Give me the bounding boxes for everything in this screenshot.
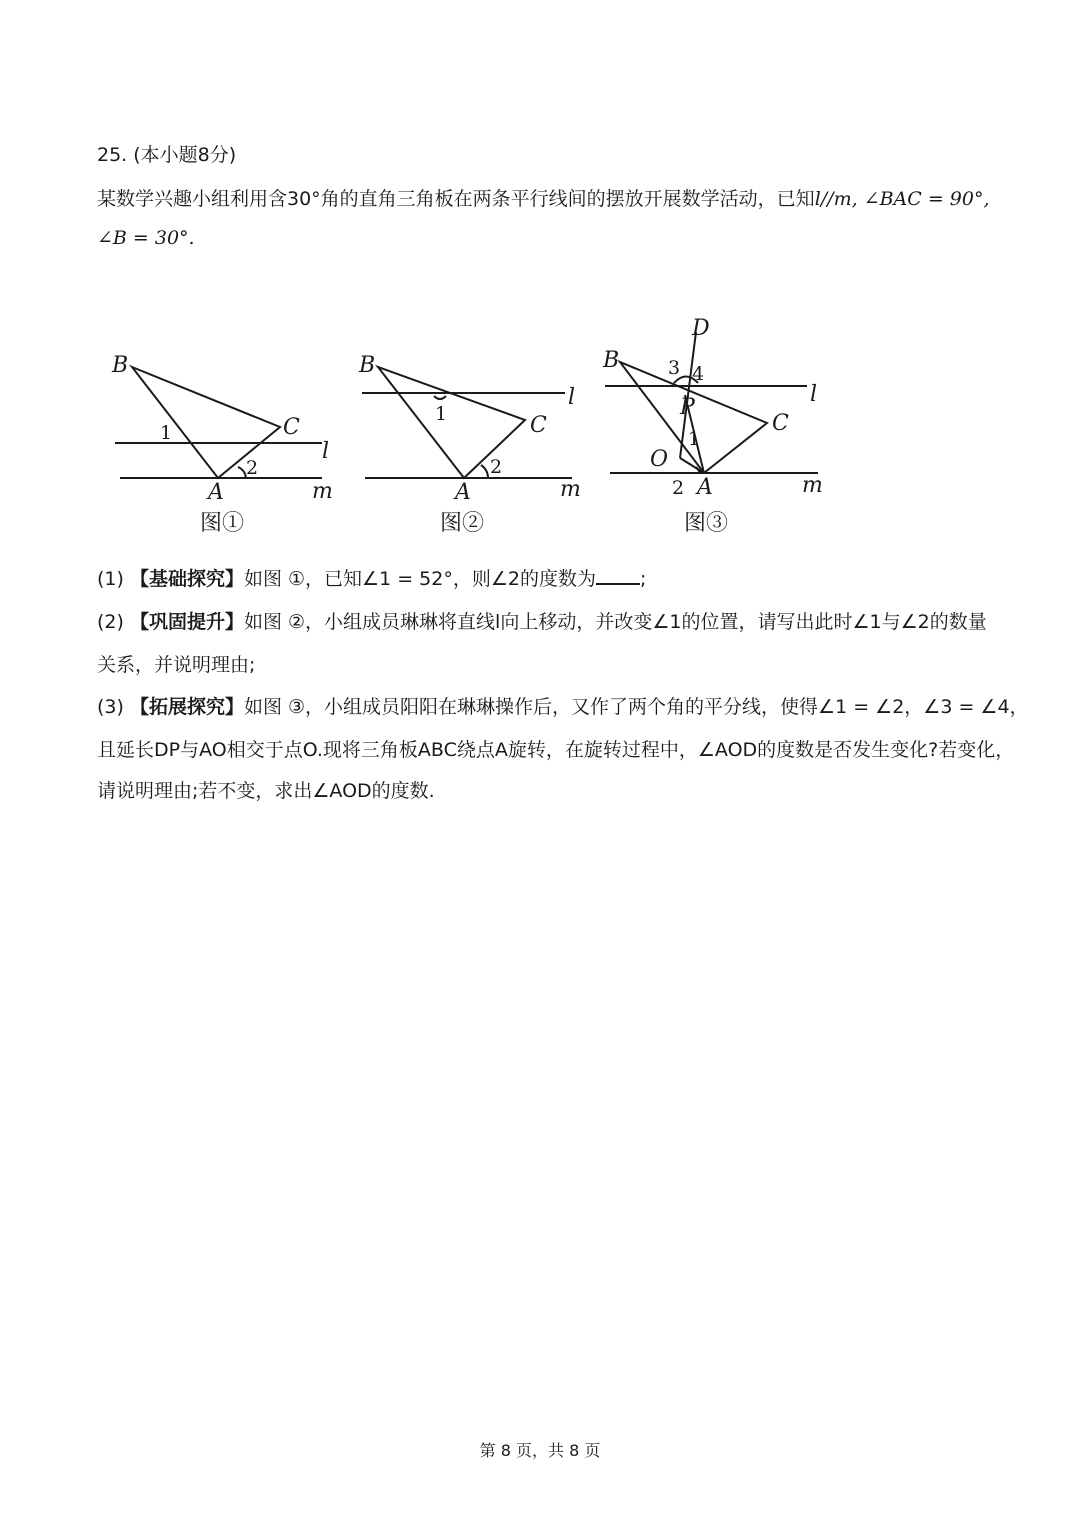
part-2-line1: [97, 607, 987, 634]
fig1-label-1: 1: [160, 422, 173, 444]
fig3-label-A: A: [697, 475, 713, 500]
part-1-text-end: ;: [639, 568, 647, 590]
question-header: 25. (本小题8分): [97, 144, 237, 166]
part-3-tag: 【拓展探究】: [129, 696, 244, 718]
fig3-caption: 图③: [684, 511, 729, 536]
fig2-label-C: C: [530, 413, 547, 438]
fig2-caption: 图②: [440, 511, 485, 536]
part-2-text-line1: 如图 ②，小组成员琳琳将直线l向上移动，并改变∠1的位置，请写出此时∠1与∠2的数量: [243, 611, 987, 633]
fig3-label-D: D: [692, 316, 710, 341]
fig2-label-2: 2: [490, 456, 503, 478]
part-3-text-line2: 且延长DP与AO相交于点O.现将三角板ABC绕点A旋转，在旋转过程中，∠AOD的度数是否发生变化?若变化，: [97, 739, 1015, 761]
fig1-label-A: A: [208, 480, 224, 505]
part-2-text-line2: 关系，并说明理由;: [97, 654, 256, 676]
part-2-number: (2): [97, 611, 124, 633]
question-intro-line1: [97, 184, 990, 211]
fig3-label-O: O: [650, 447, 669, 472]
fig2-triangle: [378, 367, 525, 478]
intro-text: 某数学兴趣小组利用含30°角的直角三角板在两条平行线间的摆放开展数学活动，已知: [97, 188, 815, 210]
fig3-label-1: 1: [688, 428, 701, 450]
fig2-label-m: m: [560, 477, 581, 502]
fig1-label-2: 2: [246, 457, 259, 479]
fig2-label-l: l: [568, 385, 576, 410]
question-intro-line2: ∠B = 30°.: [97, 227, 195, 249]
part-1-answer-blank[interactable]: [596, 565, 640, 585]
fig1-label-l: l: [322, 439, 330, 464]
fig2-label-B: B: [359, 353, 376, 378]
part-1-tag: 【基础探究】: [129, 568, 244, 590]
part-1: [97, 564, 646, 591]
fig1-label-B: B: [112, 353, 129, 378]
part-3-line1: [97, 692, 1029, 719]
page-footer: 第 8 页，共 8 页: [479, 1441, 601, 1460]
part-2-tag: 【巩固提升】: [129, 611, 244, 633]
fig3-label-m: m: [802, 473, 823, 498]
fig3-label-2: 2: [672, 477, 685, 499]
fig2-label-A: A: [455, 480, 471, 505]
intro-math: l//m, ∠BAC = 90°,: [814, 188, 990, 210]
fig1-caption: 图①: [200, 511, 245, 536]
fig3-label-4: 4: [692, 363, 705, 385]
part-3-number: (3): [97, 696, 124, 718]
part-3-text-line1: 如图 ③，小组成员阳阳在琳琳操作后，又作了两个角的平分线，使得∠1 = ∠2，∠3 = ∠4，: [243, 696, 1029, 718]
figure-3: [605, 332, 818, 473]
fig3-label-P: P: [680, 395, 695, 420]
fig1-label-m: m: [312, 479, 333, 504]
fig2-angle-1-arc: [434, 396, 446, 399]
fig1-angle-2-arc: [238, 467, 246, 478]
part-1-number: (1): [97, 568, 124, 590]
part-3-text-line3: 请说明理由;若不变，求出∠AOD的度数.: [97, 780, 435, 802]
fig3-label-l: l: [810, 382, 818, 407]
fig3-label-B: B: [603, 348, 620, 373]
fig2-label-1: 1: [435, 403, 448, 425]
part-1-text: 如图 ①，已知∠1 = 52°，则∠2的度数为: [243, 568, 596, 590]
fig3-label-3: 3: [668, 357, 681, 379]
figures-svg: [100, 310, 840, 550]
fig3-label-C: C: [772, 411, 789, 436]
fig2-angle-2-arc: [481, 465, 488, 478]
fig1-label-C: C: [283, 415, 300, 440]
